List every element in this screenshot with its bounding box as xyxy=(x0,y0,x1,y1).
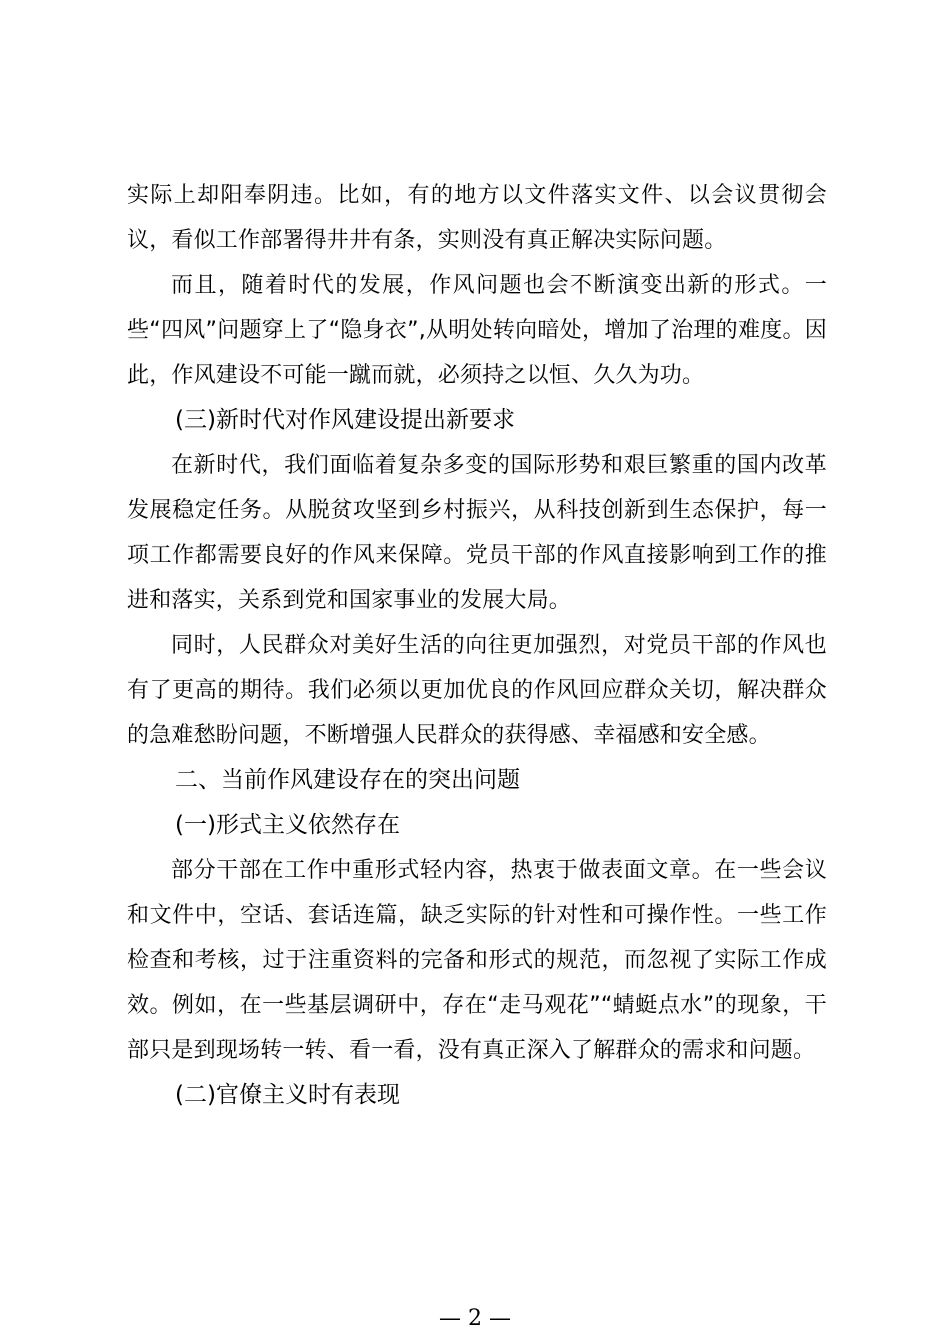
section-heading-1: (一)形式主义依然存在 xyxy=(175,812,400,838)
section-heading-2: (二)官僚主义时有表现 xyxy=(175,1082,400,1108)
page-number: — 2 — xyxy=(439,1306,511,1331)
section-heading-3: (三)新时代对作风建设提出新要求 xyxy=(175,407,515,433)
document-body xyxy=(127,173,827,1118)
paragraph: 同时，人民群众对美好生活的向往更加强烈，对党员干部的作风也有了更高的期待。我们必须以更加优良的作风回应群众关切，解决群众的急难愁盼问题，不断增强人民群众的获得感、幸福感和安全感。 xyxy=(127,633,827,748)
paragraph: 在新时代，我们面临着复杂多变的国际形势和艰巨繁重的国内改革发展稳定任务。从脱贫攻坚到乡村振兴，从科技创新到生态保护，每一项工作都需要良好的作风来保障。党员干部的作风直接影响到工作的推进和落实，关系到党和国家事业的发展大局。 xyxy=(127,453,827,613)
chapter-heading-2: 二、当前作风建设存在的突出问题 xyxy=(175,767,520,793)
paragraph: 而且，随着时代的发展，作风问题也会不断演变出新的形式。一些“四风”问题穿上了“隐身衣”,从明处转向暗处，增加了治理的难度。因此，作风建设不可能一蹴而就，必须持之以恒、久久为功。 xyxy=(127,273,827,388)
paragraph: 部分干部在工作中重形式轻内容，热衷于做表面文章。在一些会议和文件中，空话、套话连篇，缺乏实际的针对性和可操作性。一些工作检查和考核，过于注重资料的完备和形式的规范，而忽视了实际工作成效。例如，在一些基层调研中，存在“走马观花”“蜻蜓点水”的现象，干部只是到现场转一转、看一看，没有真正深入了解群众的需求和问题。 xyxy=(127,858,827,1063)
paragraph-continued: 实际上却阳奉阴违。比如，有的地方以文件落实文件、以会议贯彻会议，看似工作部署得井井有条，实则没有真正解决实际问题。 xyxy=(127,183,827,253)
